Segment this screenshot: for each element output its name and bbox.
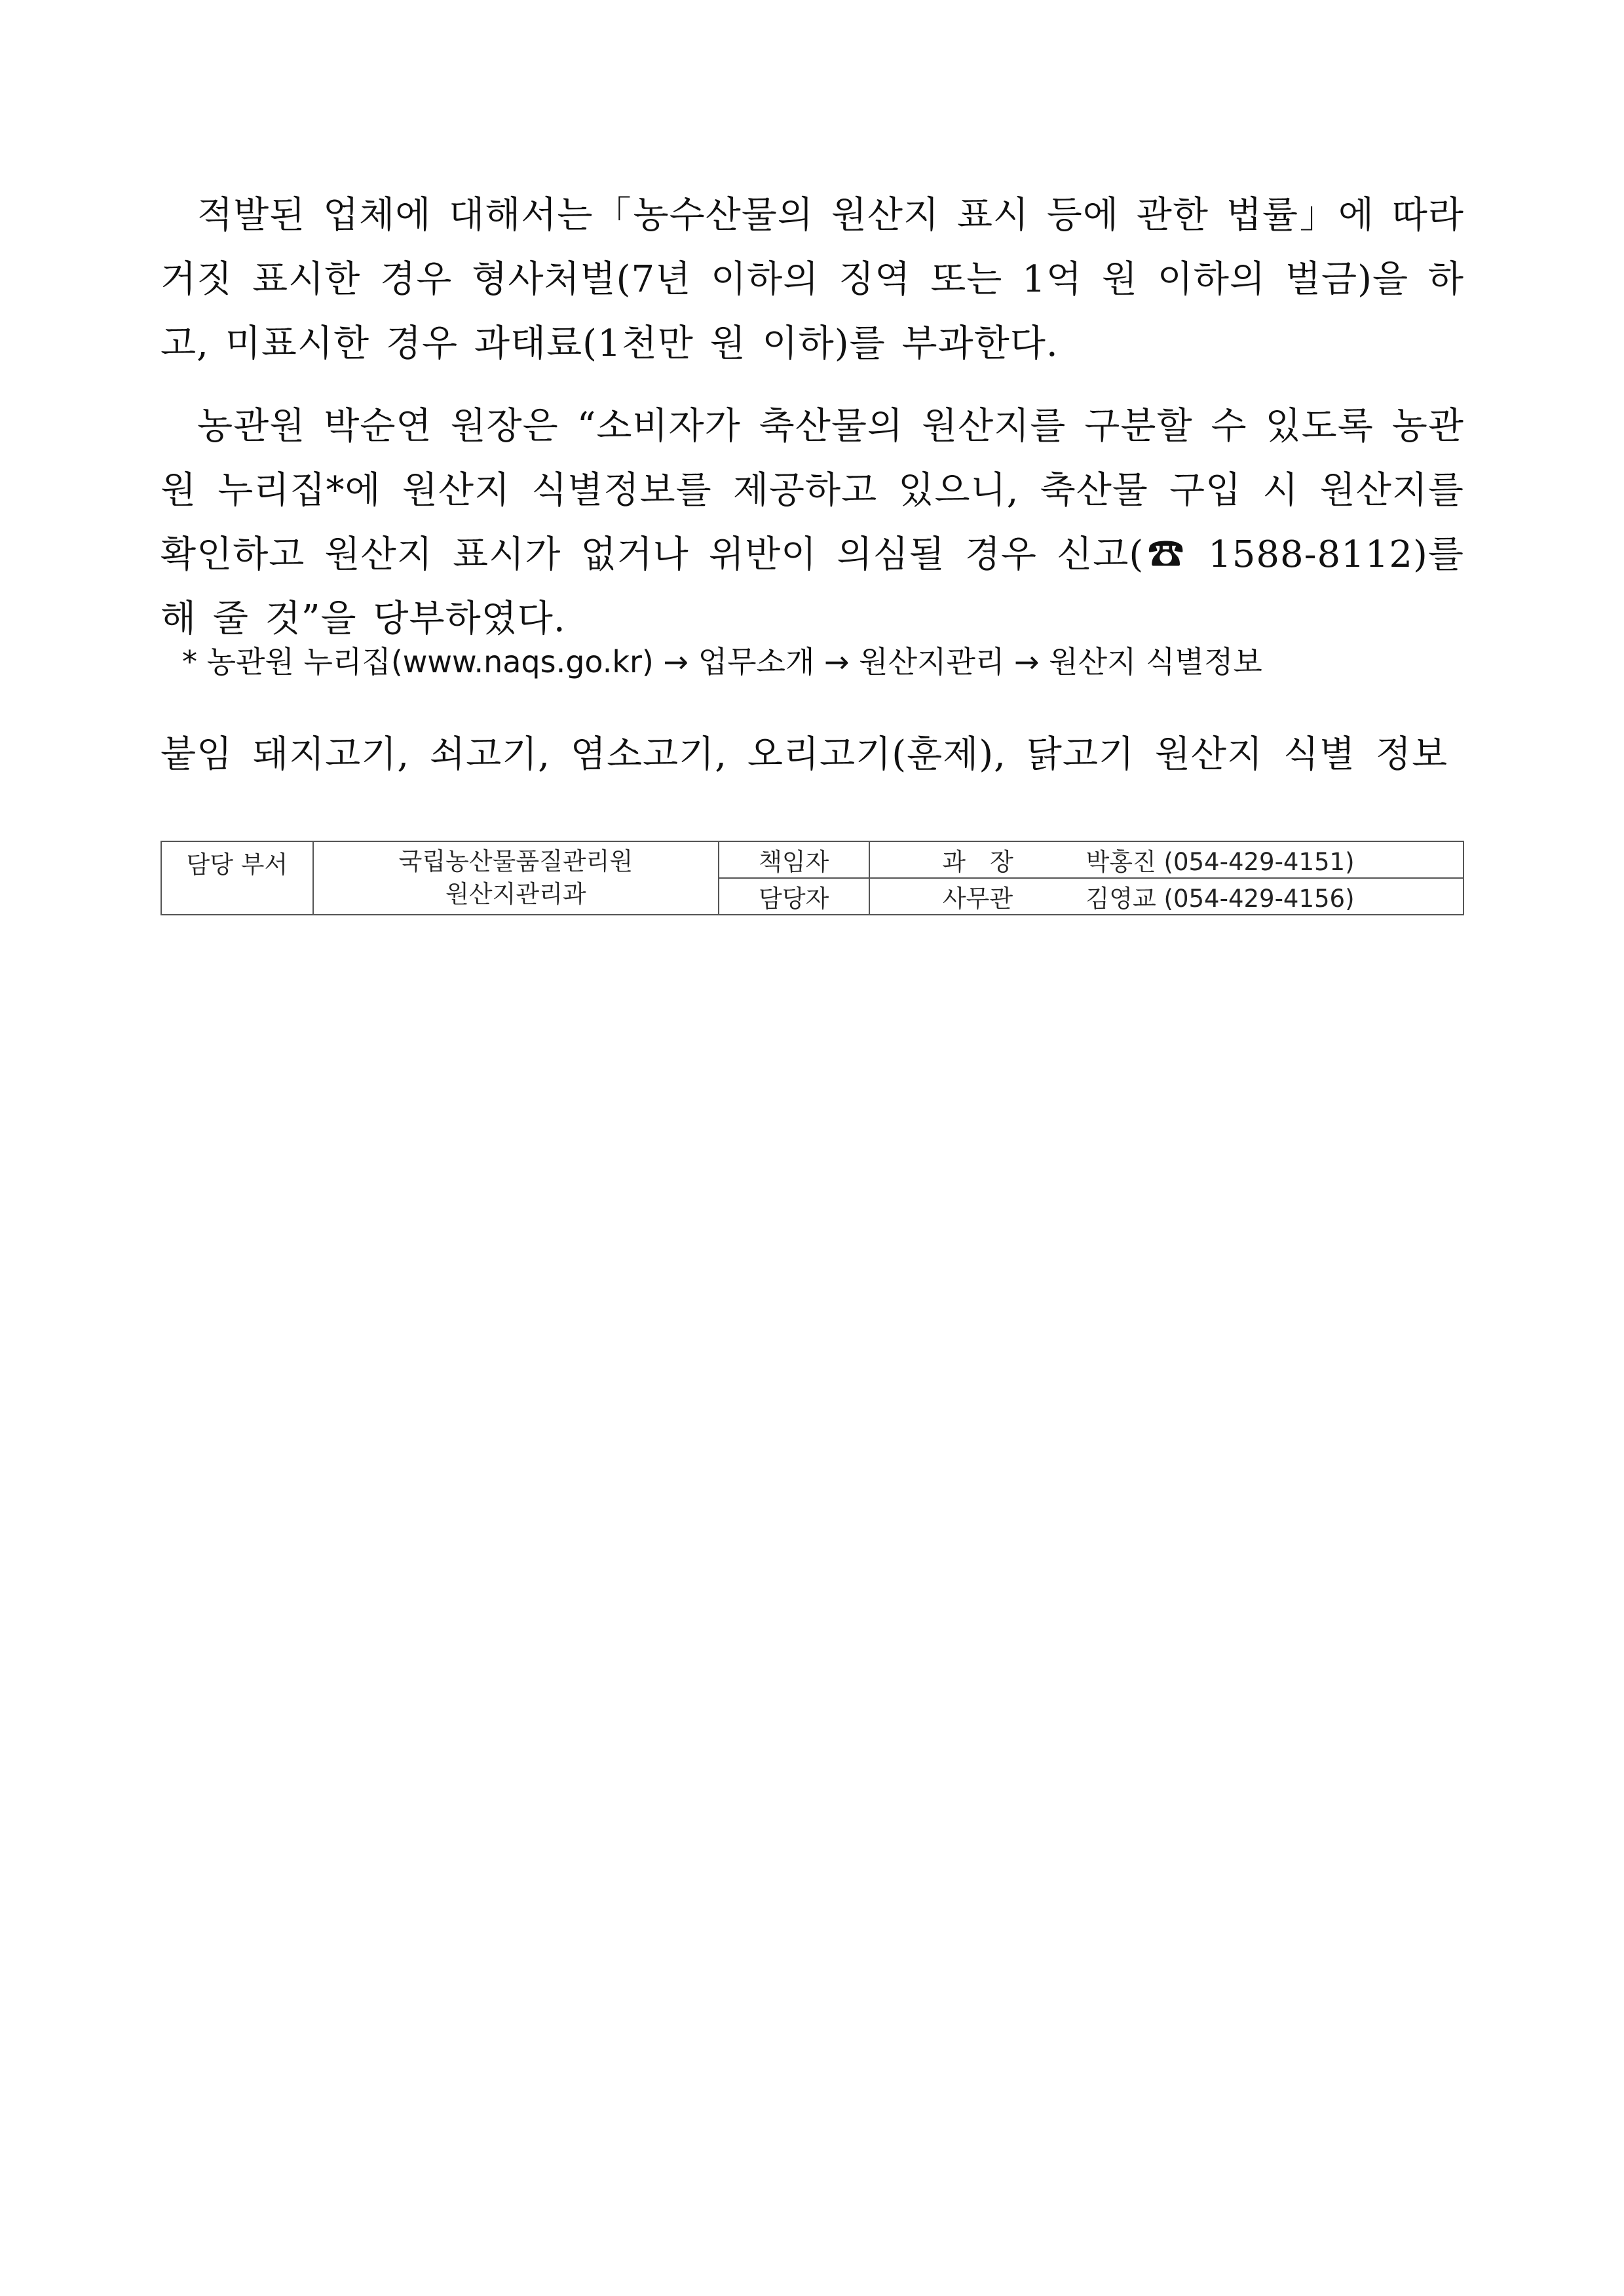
person-cell bbox=[869, 878, 1463, 915]
role-cell: 담당자 bbox=[719, 878, 869, 915]
person-title: 사무관 bbox=[942, 885, 1013, 913]
role-cell: 책임자 bbox=[719, 841, 869, 878]
footnote: * 농관원 누리집(www.naqs.go.kr) → 업무소개 → 원산지관리 → 원산지 식별정보 bbox=[182, 644, 1262, 679]
dept-name-cell bbox=[313, 841, 719, 915]
person-cell bbox=[869, 841, 1463, 878]
dept-name-org: 국립농산물품질관리원 bbox=[398, 847, 633, 875]
dept-name-division: 원산지관리과 bbox=[445, 880, 586, 908]
contact-row-manager bbox=[161, 841, 1463, 878]
body-paragraph-penalty: 적발된 업체에 대해서는「농수산물의 원산지 표시 등에 관한 법률」에 따라 거짓 표시한 경우 형사처벌(7년 이하의 징역 또는 1억 원 이하의 벌금)을 하고, 미표시한 경우 과태료(1천만 원 이하)를 부과한다. bbox=[161, 194, 1464, 365]
person-name-phone: 박홍진 (054-429-4151) bbox=[1086, 848, 1355, 876]
dept-label-cell: 담당 부서 bbox=[161, 841, 313, 915]
contact-table bbox=[161, 841, 1464, 915]
attachment-note: 붙임 돼지고기, 쇠고기, 염소고기, 오리고기(훈제), 닭고기 원산지 식별 정보 bbox=[161, 733, 1448, 776]
person-title: 과 장 bbox=[942, 848, 1013, 876]
body-paragraph-director-quote: 농관원 박순연 원장은 “소비자가 축산물의 원산지를 구분할 수 있도록 농관원 누리집*에 원산지 식별정보를 제공하고 있으니, 축산물 구입 시 원산지를 확인하고 원산지 표시가 없거나 위반이 의심될 경우 신고(☎ 1588-8112)를 해 줄 것”을 당부하였다. bbox=[161, 405, 1464, 640]
person-name-phone: 김영교 (054-429-4156) bbox=[1086, 885, 1355, 913]
